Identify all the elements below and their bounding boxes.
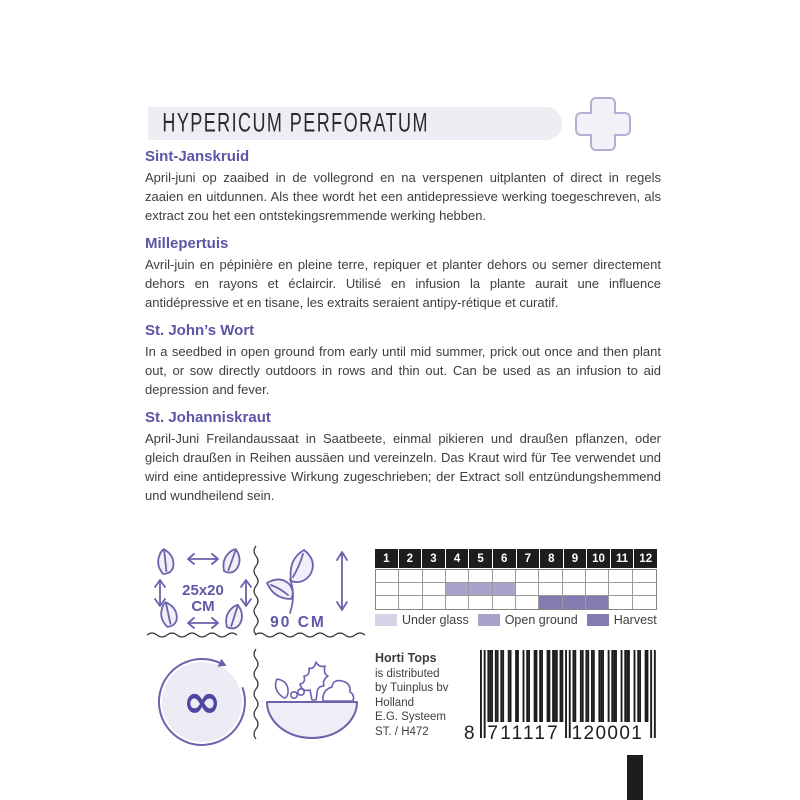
calendar-row-harvest (376, 596, 656, 609)
calendar-cell (609, 596, 632, 609)
barcode-bar (626, 650, 628, 722)
barcode-bar (502, 650, 504, 722)
barcode-bar (608, 650, 610, 722)
distributor-line: ST. / H472 (375, 725, 429, 738)
calendar-month-cell: 5 (469, 549, 492, 568)
plant-spacing-icon (149, 547, 257, 635)
calendar-cell (469, 596, 492, 609)
calendar-cell (563, 583, 586, 596)
vertical-arrow-icon (337, 552, 347, 610)
calendar-cell (539, 570, 562, 583)
barcode-bar (654, 650, 656, 738)
barcode-bar (591, 650, 593, 722)
legend-label: Harvest (613, 613, 657, 627)
section-heading-fr: Millepertuis (145, 235, 229, 252)
calendar-month-header (375, 549, 657, 568)
calendar-cell (423, 596, 446, 609)
barcode-bar (650, 650, 652, 738)
barcode-bar (523, 650, 525, 722)
leaf-icon (222, 547, 243, 574)
barcode-bar (539, 650, 541, 722)
barcode-bar (580, 650, 582, 722)
barcode-bar (510, 650, 512, 722)
calendar-cell (399, 583, 422, 596)
calendar-month-cell: 8 (540, 549, 563, 568)
distributor-info (375, 651, 475, 740)
calendar-month-cell: 9 (564, 549, 587, 568)
calendar-cell (516, 570, 539, 583)
calendar-cell (423, 583, 446, 596)
barcode-bar (556, 650, 558, 722)
section-body-nl: April-juni op zaaibed in de vollegrond en na verspenen uitplanten of direct in regels zaaien en uitdunnen. Als thee wordt het een antidepressieve werking toegeschreven, als extract zou het een ontstekingsremmende werking hebben. (145, 170, 661, 223)
barcode-bar (526, 650, 528, 722)
calendar-cell (493, 596, 516, 609)
barcode-digit-first: 8 (464, 723, 475, 744)
salad-bowl-icon (260, 650, 364, 754)
section-heading-nl: Sint-Janskruid (145, 148, 250, 165)
calendar-month-cell: 3 (422, 549, 445, 568)
barcode-bar (491, 650, 493, 722)
calendar-grid (375, 569, 657, 610)
calendar-cell (586, 596, 609, 609)
barcode-bar (621, 650, 623, 722)
leaf-icon (291, 550, 313, 582)
calendar-month-cell: 7 (517, 549, 540, 568)
barcode-bar (554, 650, 556, 722)
calendar-cell (446, 596, 469, 609)
calendar-legend (375, 613, 657, 627)
calendar-cell (446, 570, 469, 583)
calendar-cell (376, 570, 399, 583)
barcode-bar (585, 650, 587, 722)
print-mark (627, 755, 643, 800)
barcode-bar (645, 650, 647, 722)
bowl-shape (267, 702, 357, 738)
distributor-lines (375, 667, 475, 740)
barcode-bar (574, 650, 576, 722)
plus-cross-shape (576, 98, 630, 150)
vertical-arrow-icon (155, 580, 165, 606)
height-value-label: 90 CM (270, 614, 326, 631)
calendar-cell (539, 583, 562, 596)
perennial-cycle-icon (150, 648, 254, 752)
barcode-digits-right: 120001 (571, 723, 642, 744)
barcode-bar (565, 650, 567, 738)
legend-label: Under glass (402, 613, 469, 627)
barcode-bar (508, 650, 510, 722)
barcode-bar (569, 650, 571, 738)
barcode-bar (528, 650, 530, 722)
section-heading-en: St. John’s Wort (145, 322, 255, 339)
distributor-line: Holland (375, 696, 414, 709)
barcode-bar (548, 650, 550, 722)
calendar-month-cell: 2 (399, 549, 422, 568)
calendar-month-cell: 10 (587, 549, 610, 568)
barcode-bar (495, 650, 497, 722)
distributor-line: E.G. Systeem (375, 711, 446, 724)
calendar-row-open-ground (376, 583, 656, 596)
calendar-month-cell: 12 (634, 549, 657, 568)
barcode-bar (484, 650, 486, 738)
sowing-calendar (375, 549, 657, 627)
pea-icon (298, 689, 304, 695)
barcode-bar (497, 650, 499, 722)
barcode-bar (628, 650, 630, 722)
barcode-bar (593, 650, 595, 722)
barcode-digits-left: 711117 (487, 723, 558, 744)
barcode-bar (647, 650, 649, 722)
wavy-divider-horizontal-2 (254, 630, 370, 640)
barcode-bar (598, 650, 600, 722)
leaf-icon (155, 548, 175, 575)
barcode-bar (517, 650, 519, 722)
barcode-bar (600, 650, 602, 722)
wavy-divider-vertical-1 (250, 545, 262, 635)
lettuce-icon (323, 681, 354, 701)
spacing-value-label: 25x20 (182, 582, 224, 599)
barcode-bar (560, 650, 562, 722)
barcode-bar (541, 650, 543, 722)
title-band (148, 107, 562, 140)
calendar-cell (563, 596, 586, 609)
calendar-cell (609, 570, 632, 583)
calendar-cell (633, 596, 656, 609)
calendar-cell (399, 570, 422, 583)
barcode-bar (611, 650, 613, 722)
calendar-month-cell: 4 (446, 549, 469, 568)
plus-cross-icon (572, 95, 634, 153)
calendar-cell (376, 596, 399, 609)
section-body-en: In a seedbed in open ground from early until mid summer, prick out once and then plant out, or sow directly outdoors in rows and thin out. Can be used as an infusion to aid depression and fever. (145, 344, 661, 397)
calendar-cell (423, 570, 446, 583)
calendar-cell (633, 583, 656, 596)
barcode-bar (639, 650, 641, 722)
barcode-bar (487, 650, 489, 722)
barcode-bar (480, 650, 482, 738)
barcode-bar (561, 650, 563, 722)
wavy-divider-horizontal-1 (146, 630, 242, 640)
calendar-cell (633, 570, 656, 583)
calendar-cell (376, 583, 399, 596)
barcode-bar (534, 650, 536, 722)
pea-icon (291, 692, 297, 698)
section-heading-de: St. Johanniskraut (145, 409, 271, 426)
barcode-bar (624, 650, 626, 722)
calendar-cell (469, 583, 492, 596)
calendar-cell (516, 583, 539, 596)
barcode-bar (500, 650, 502, 722)
calendar-cell (539, 596, 562, 609)
legend-swatch (587, 614, 609, 626)
calendar-cell (399, 596, 422, 609)
barcode-bar (613, 650, 615, 722)
ean13-barcode (462, 648, 662, 744)
leaf-icon (224, 603, 244, 630)
calendar-cell (563, 570, 586, 583)
barcode-bar (615, 650, 617, 722)
leaf-icon (276, 679, 289, 698)
calendar-cell (586, 570, 609, 583)
barcode-bar (587, 650, 589, 722)
legend-swatch (375, 614, 397, 626)
calendar-cell (516, 596, 539, 609)
barcode-bar (602, 650, 604, 722)
section-body-fr: Avril-juin en pépinière en pleine terre, repiquer et planter dehors ou semer directement dehors en rayons et éclaircir. Utilisé en infusion la plante aurait une influence antidépressive et en tisane, les extraits seraient antipy-rétique et curatif. (145, 257, 661, 310)
distributor-name: Horti Tops (375, 651, 437, 665)
barcode-bar (582, 650, 584, 722)
barcode-bar (489, 650, 491, 722)
calendar-month-cell: 1 (375, 549, 398, 568)
barcode-bar (552, 650, 554, 722)
spacing-unit-label: CM (191, 598, 215, 615)
horizontal-arrow-icon (188, 618, 218, 628)
calendar-cell (446, 583, 469, 596)
calendar-month-cell: 6 (493, 549, 516, 568)
calendar-cell (586, 583, 609, 596)
legend-label: Open ground (504, 613, 578, 627)
plant-height-icon (258, 547, 363, 633)
calendar-cell (493, 570, 516, 583)
barcode-bar (536, 650, 538, 722)
barcode-bar (515, 650, 517, 722)
calendar-cell (493, 583, 516, 596)
legend-swatch (478, 614, 500, 626)
section-body-de: April-Juni Freilandaussaat in Saatbeete, einmal pikieren und draußen pflanzen, oder gleich draußen in Reihen aussäen und vereinzeln. Das Kraut wird für Tee verwendet und wird eine antidepressive Wirkung zugeschrieben; der Extract soll entzündungshemmend und wundheilend sein. (145, 431, 661, 503)
calendar-cell (609, 583, 632, 596)
distributor-line: is distributed (375, 667, 440, 680)
barcode-bar (634, 650, 636, 722)
horizontal-arrow-icon (188, 554, 218, 564)
distributor-line: by Tuinplus bv (375, 682, 449, 695)
barcode-bar (637, 650, 639, 722)
infinity-symbol: ∞ (182, 674, 222, 728)
calendar-cell (469, 570, 492, 583)
calendar-month-cell: 11 (611, 549, 634, 568)
page-title: HYPERICUM PERFORATUM (162, 107, 429, 139)
barcode-bar (547, 650, 549, 722)
barcode-bar (573, 650, 575, 722)
calendar-row-under-glass (376, 570, 656, 583)
description-sections (145, 148, 661, 505)
